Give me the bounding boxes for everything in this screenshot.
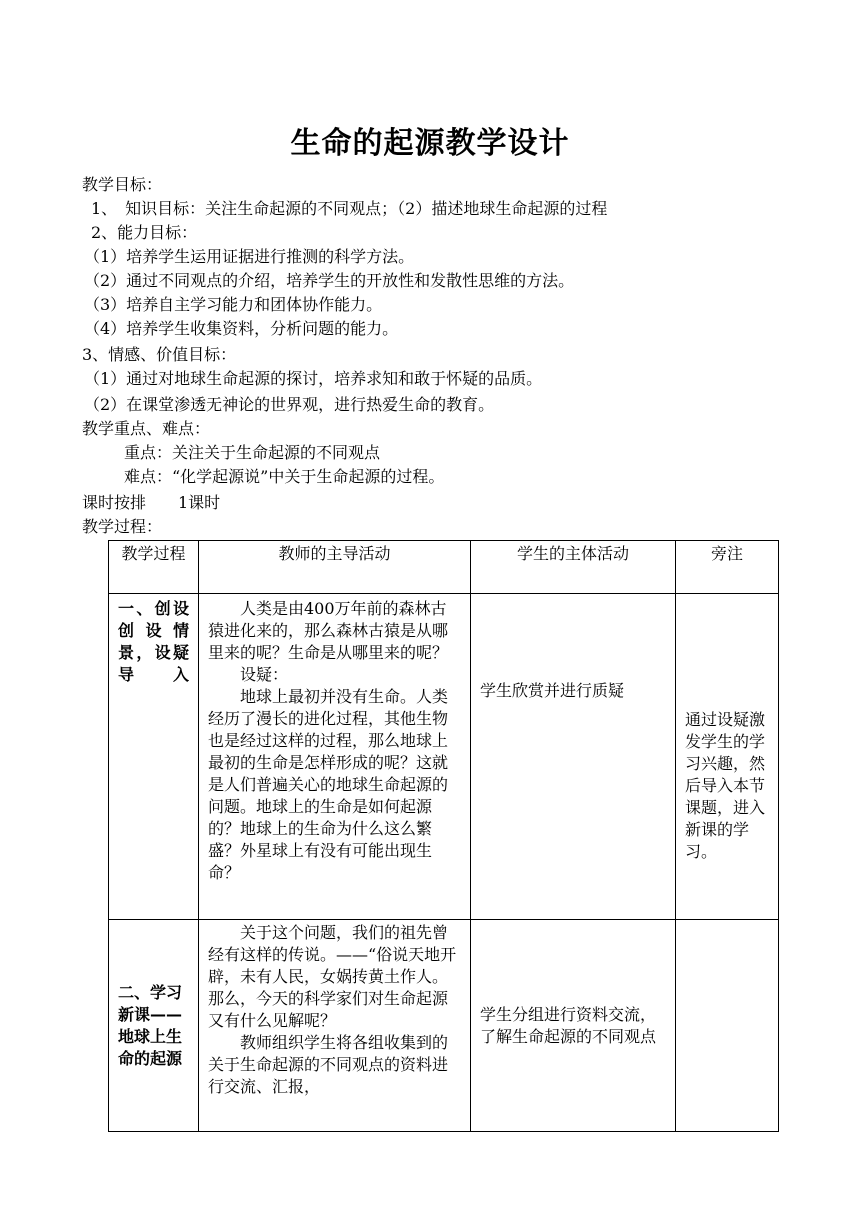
stage-cell: 二、学习新课——地球上生命的起源 bbox=[109, 920, 199, 1132]
student-cell: 学生分组进行资料交流，了解生命起源的不同观点 bbox=[471, 920, 676, 1132]
teacher-paragraph: 设疑： bbox=[240, 665, 289, 684]
emotion-item-2: （2）在课堂渗透无神论的世界观，进行热爱生命的教育。 bbox=[84, 395, 495, 414]
ability-item-1: （1）培养学生运用证据进行推测的科学方法。 bbox=[84, 247, 415, 266]
ability-item-2: （2）通过不同观点的介绍，培养学生的开放性和发散性思维的方法。 bbox=[84, 271, 575, 290]
lesson-process-table bbox=[108, 540, 779, 1132]
header-note: 旁注 bbox=[676, 541, 779, 594]
key-point-difficulty: 难点：“化学起源说”中关于生命起源的过程。 bbox=[124, 467, 445, 486]
teacher-paragraph: 教师组织学生将各组收集到的关于生命起源的不同观点的资料进行交流、汇报， bbox=[208, 1033, 449, 1096]
stage-cell: 一、创设创设情景，设疑导入 bbox=[109, 594, 199, 920]
emotion-heading: 3、情感、价值目标： bbox=[82, 345, 237, 364]
teacher-paragraph: 地球上最初并没有生命。人类经历了漫长的进化过程，其他生物也是经过这样的过程，那么地球上最初的生命是怎样形成的呢？这就是人们普遍关心的地球生命起源的问题。地球上的生命是如何起源的？地球上的生命为什么这么繁盛？外星球上有没有可能出现生命？ bbox=[208, 687, 449, 882]
table-row bbox=[109, 594, 779, 920]
ability-heading: 2、能力目标： bbox=[91, 223, 198, 242]
table-header-row bbox=[109, 541, 779, 594]
table-row bbox=[109, 920, 779, 1132]
key-points-heading: 教学重点、难点： bbox=[82, 419, 211, 438]
note-cell bbox=[676, 920, 779, 1132]
header-teacher: 教师的主导活动 bbox=[199, 541, 471, 594]
document-title: 生命的起源教学设计 bbox=[290, 126, 570, 161]
teacher-paragraph: 人类是由400万年前的森林古猿进化来的，那么森林古猿是从哪里来的呢？生命是从哪里来的呢？ bbox=[208, 599, 449, 662]
teacher-cell bbox=[199, 920, 471, 1132]
objectives-heading: 教学目标： bbox=[82, 175, 163, 194]
key-point-focus: 重点：关注关于生命起源的不同观点 bbox=[124, 443, 381, 462]
header-student: 学生的主体活动 bbox=[471, 541, 676, 594]
schedule: 课时按排 1课时 bbox=[82, 493, 221, 512]
emotion-item-1: （1）通过对地球生命起源的探讨，培养求知和敢于怀疑的品质。 bbox=[84, 369, 543, 388]
knowledge-objective: 1、 知识目标：关注生命起源的不同观点；（2）描述地球生命起源的过程 bbox=[91, 199, 608, 218]
ability-item-4: （4）培养学生收集资料，分析问题的能力。 bbox=[84, 319, 399, 338]
note-cell: 通过设疑激发学生的学习兴趣，然后导入本节课题，进入新课的学习。 bbox=[676, 594, 779, 920]
teacher-cell bbox=[199, 594, 471, 920]
ability-item-3: （3）培养自主学习能力和团体协作能力。 bbox=[84, 295, 383, 314]
student-cell: 学生欣赏并进行质疑 bbox=[471, 594, 676, 920]
teacher-paragraph: 关于这个问题，我们的祖先曾经有这样的传说。——“俗说天地开辟，未有人民，女娲抟黄土作人。那么，今天的科学家们对生命起源又有什么见解呢？ bbox=[208, 923, 457, 1030]
process-heading: 教学过程： bbox=[82, 517, 163, 536]
header-stage: 教学过程 bbox=[109, 541, 199, 594]
